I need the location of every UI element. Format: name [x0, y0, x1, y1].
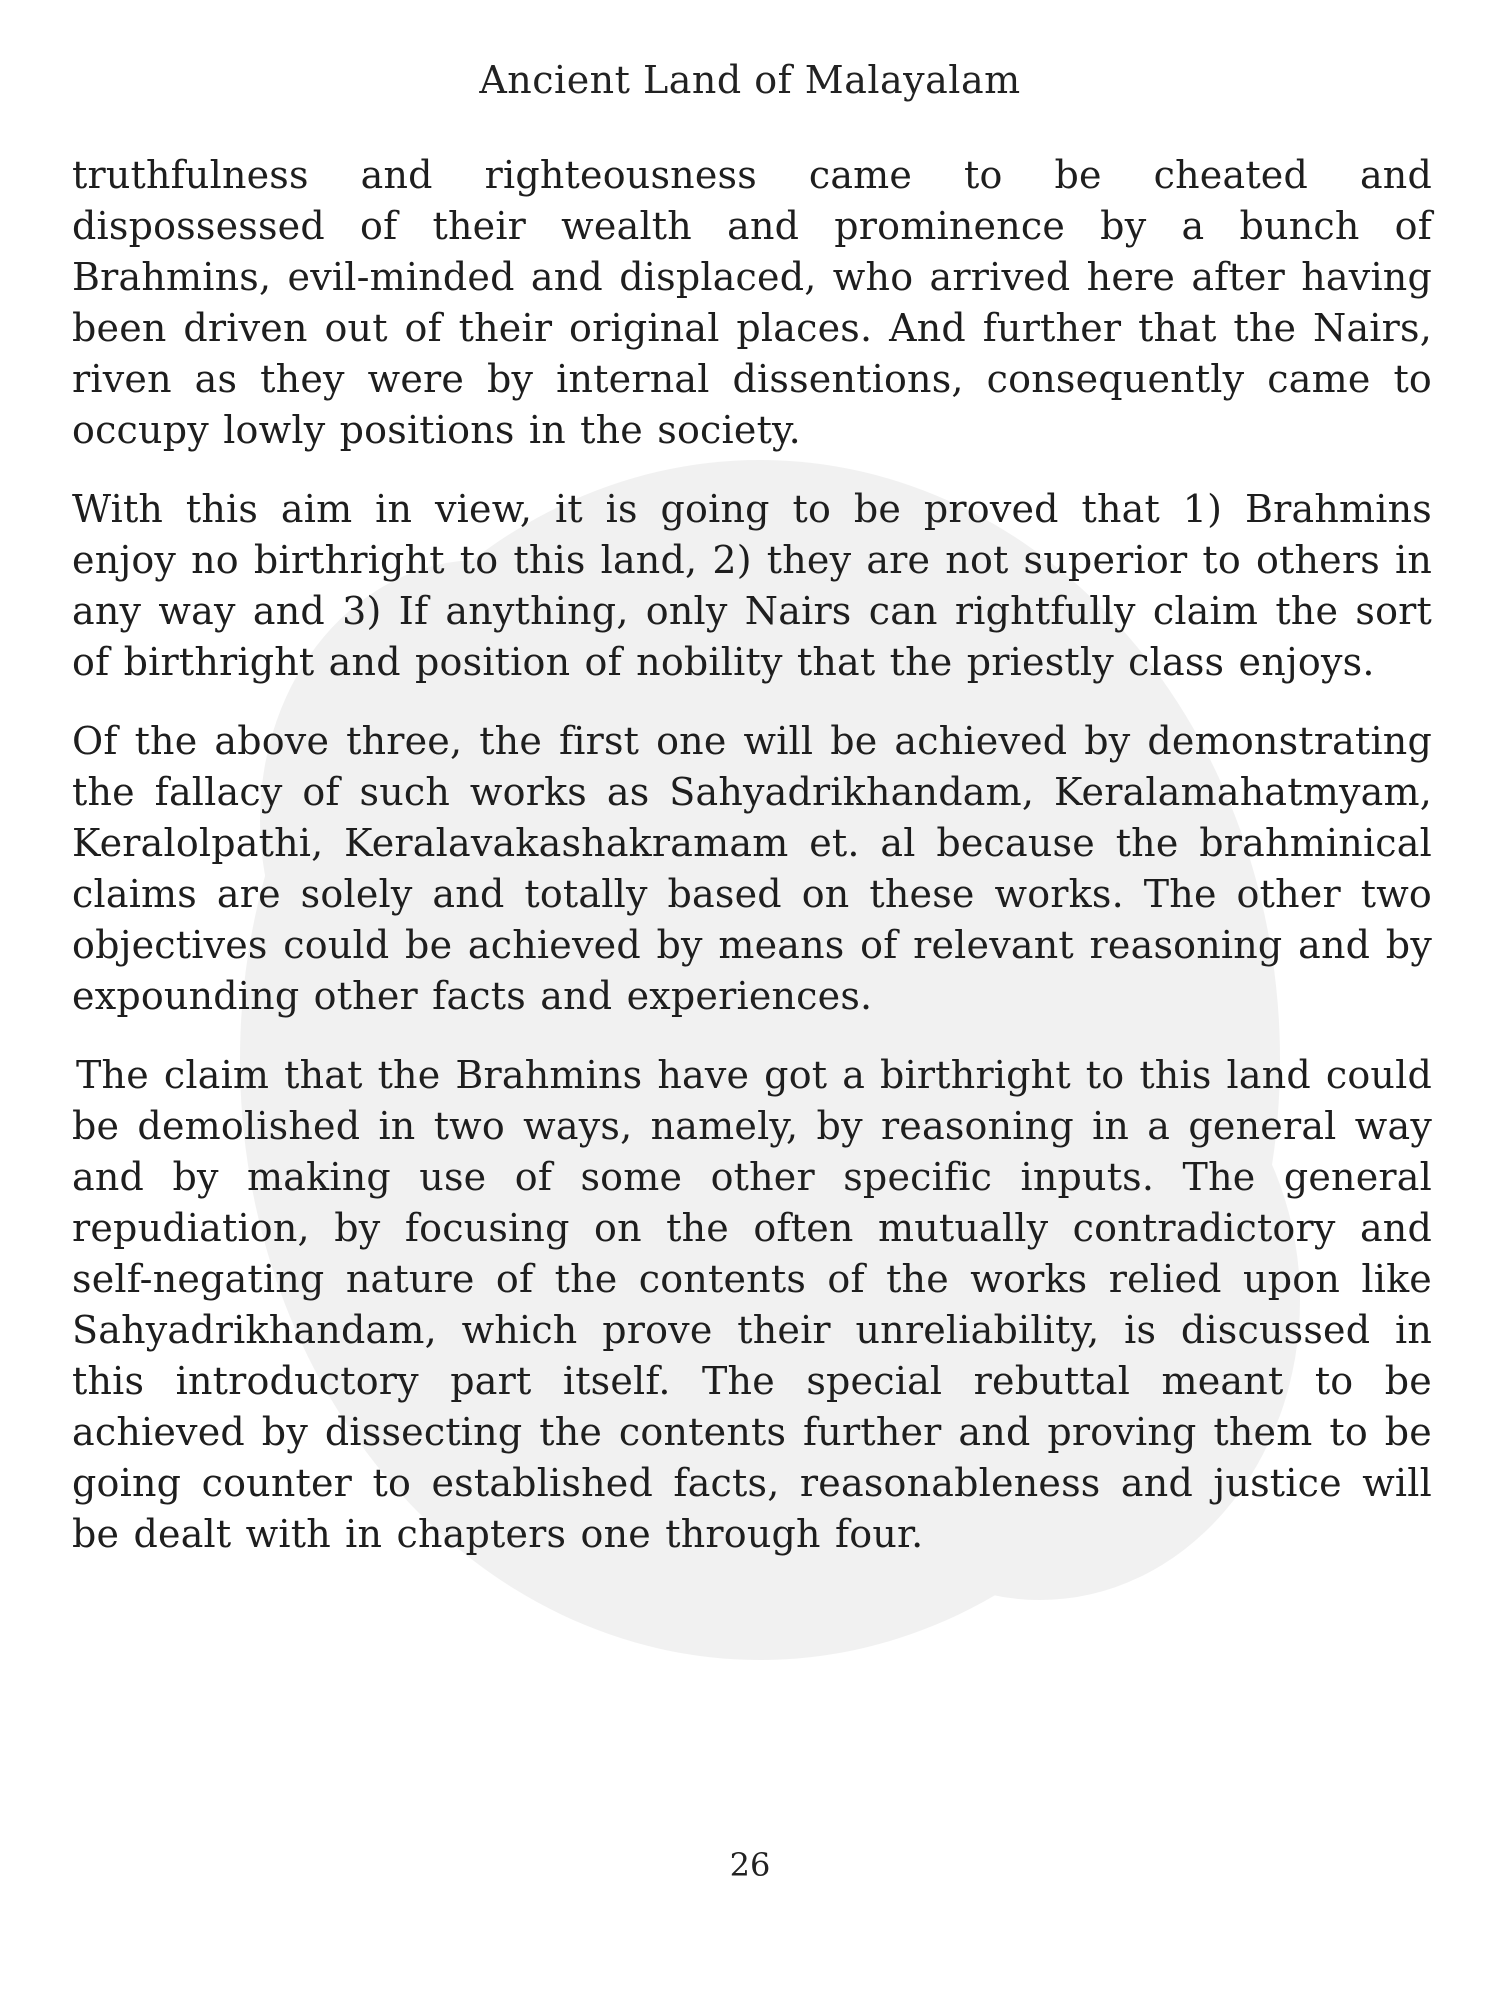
paragraph-4: The claim that the Brahmins have got a birthright to this land could be demolished in two ways, namely, by reasoning in a general way and by making use of some other specific inputs. The general repudiation, by focusing on the often mutually contradictory and self-negating nature of the contents of the works relied upon like Sahyadrikhandam, which prove their unreliability, is discussed in this introductory part itself. The special rebuttal meant to be achieved by dissecting the contents further and proving them to be going counter to established facts, reasonableness and justice will be dealt with in chapters one through four. — [72, 1053, 1432, 1556]
paragraph-1: truthfulness and righteousness came to be cheated and dispossessed of their wealth and prominence by a bunch of Brahmins, evil-minded and displaced, who arrived here after having been driven out of their original places. And further that the Nairs, riven as they were by internal dissentions, consequently came to occupy lowly positions in the society. — [72, 153, 1432, 452]
body-text — [72, 150, 1432, 1588]
paragraph-2: With this aim in view, it is going to be proved that 1) Brahmins enjoy no birthright to this land, 2) they are not superior to others in any way and 3) If anything, only Nairs can rightfully claim the sort of birthright and position of nobility that the priestly class enjoys. — [72, 487, 1432, 684]
paragraph-3: Of the above three, the first one will be achieved by demonstrating the fallacy of such works as Sahyadrikhandam, Keralamahatmyam, Keralolpathi, Keralavakashakramam et. al because the brahminical claims are solely and totally based on these works. The other two objectives could be achieved by means of relevant reasoning and by expounding other facts and experiences. — [72, 719, 1432, 1018]
page-number: 26 — [729, 1846, 771, 1884]
running-header-title: Ancient Land of Malayalam — [479, 58, 1021, 102]
